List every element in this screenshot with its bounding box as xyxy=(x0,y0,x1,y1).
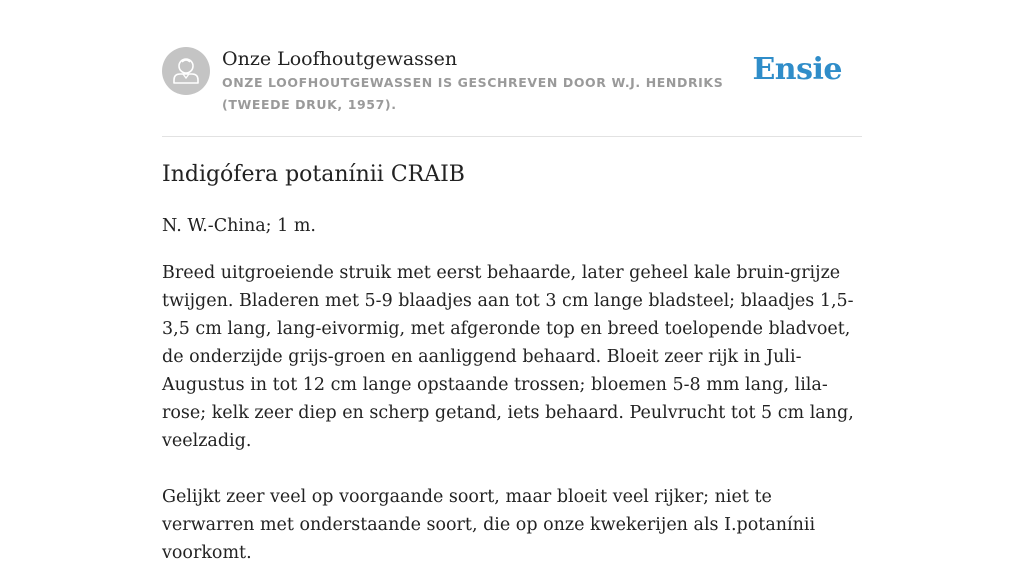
source-title[interactable]: Onze Loofhoutgewassen xyxy=(222,48,458,70)
entry-content xyxy=(162,158,862,567)
source-avatar[interactable] xyxy=(162,47,210,95)
entry-title: Indigófera potanínii CRAIB xyxy=(162,162,465,187)
user-icon xyxy=(162,47,210,95)
source-header xyxy=(162,46,862,137)
source-description: ONZE LOOFHOUTGEWASSEN IS GESCHREVEN DOOR W.J. HENDRIKS (TWEEDE DRUK, 1957). xyxy=(222,75,724,112)
ensie-logo[interactable]: Ensie xyxy=(752,52,842,87)
entry-paragraph-description: Breed uitgroeiende struik met eerst behaarde, later geheel kale bruin-grijze twijgen. Bladeren met 5-9 blaadjes aan tot 3 cm lange bladsteel; blaadjes 1,5-3,5 cm lang, lang-eivormig, met afgeronde top en breed toelopende bladvoet, de onderzijde grijs-groen en aanliggend behaard. Bloeit zeer rijk in Juli-Augustus in tot 12 cm lange opstaande trossen; bloemen 5-8 mm lang, lila-rose; kelk zeer diep en scherp getand, iets behaard. Peulvrucht tot 5 cm lang, veelzadig. xyxy=(162,263,854,451)
entry-paragraph-comparison: Gelijkt zeer veel op voorgaande soort, maar bloeit veel rijker; niet te verwarren met onderstaande soort, die op onze kwekerijen als I.potanínii voorkomt. xyxy=(162,487,816,563)
entry-paragraph-region: N. W.-China; 1 m. xyxy=(162,216,316,236)
